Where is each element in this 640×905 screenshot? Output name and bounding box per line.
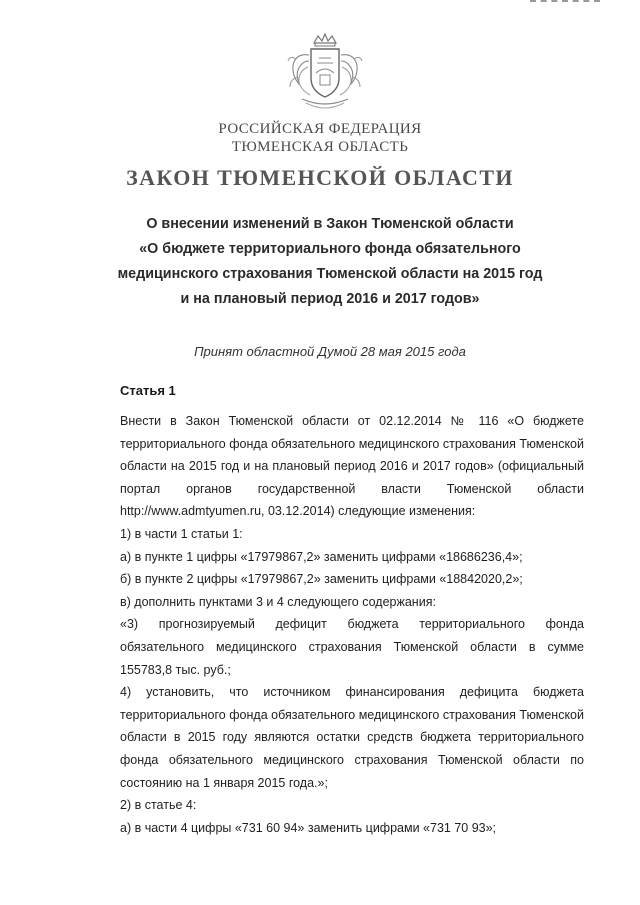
article-paragraph: б) в пункте 2 цифры «17979867,2» заменить цифрами «18842020,2»;: [120, 572, 523, 587]
law-subject: [100, 212, 560, 312]
article-paragraph: 1) в части 1 статьи 1:: [120, 526, 243, 541]
article-paragraph: 4) установить, что источником финансирования дефицита бюджета территориального фонда обязательного медицинского страхования Тюменской области в 2015 году являются остатки средств бюджета территориального фонда обязательного медицинского страхования Тюменской области по состоянию на 1 января 2015 года.»;: [120, 685, 584, 790]
article-paragraph: а) в части 4 цифры «731 60 94» заменить цифрами «731 70 93»;: [120, 820, 497, 835]
article-paragraph: в) дополнить пунктами 3 и 4 следующего содержания:: [120, 594, 436, 609]
article-paragraph: «3) прогнозируемый дефицит бюджета территориального фонда обязательного медицинского страхования Тюменской области в сумме 155783,8 тыс. руб.;: [120, 617, 584, 677]
country-heading: РОССИЙСКАЯ ФЕДЕРАЦИЯ: [218, 121, 422, 137]
region-heading: ТЮМЕНСКАЯ ОБЛАСТЬ: [231, 139, 409, 155]
article-paragraph: Внести в Закон Тюменской области от 02.12.2014 № 116 «О бюджете территориального фонда обязательного медицинского страхования Тюменской области на 2015 год и на плановый период 2016 и 2017 годов» (официальный портал органов государственной власти Тюменской области http://www.admtyumen.ru, 03.12.2014) следующие изменения:: [120, 414, 584, 519]
scan-corner-mark: [530, 0, 600, 5]
coat-of-arms-emblem: [284, 33, 366, 115]
subject-line: «О бюджете территориального фонда обязательного: [139, 241, 521, 257]
subject-line: и на плановый период 2016 и 2017 годов»: [180, 291, 480, 307]
subject-line: О внесении изменений в Закон Тюменской области: [146, 216, 514, 232]
article-body: [120, 410, 584, 839]
article-paragraph: 2) в статье 4:: [120, 798, 197, 813]
subject-line: медицинского страхования Тюменской области на 2015 год: [117, 266, 543, 282]
article-heading: Статья 1: [120, 383, 176, 398]
adoption-note: Принят областной Думой 28 мая 2015 года: [194, 344, 466, 359]
law-title: ЗАКОН ТЮМЕНСКОЙ ОБЛАСТИ: [126, 165, 514, 190]
article-paragraph: а) в пункте 1 цифры «17979867,2» заменить цифрами «18686236,4»;: [120, 549, 523, 564]
